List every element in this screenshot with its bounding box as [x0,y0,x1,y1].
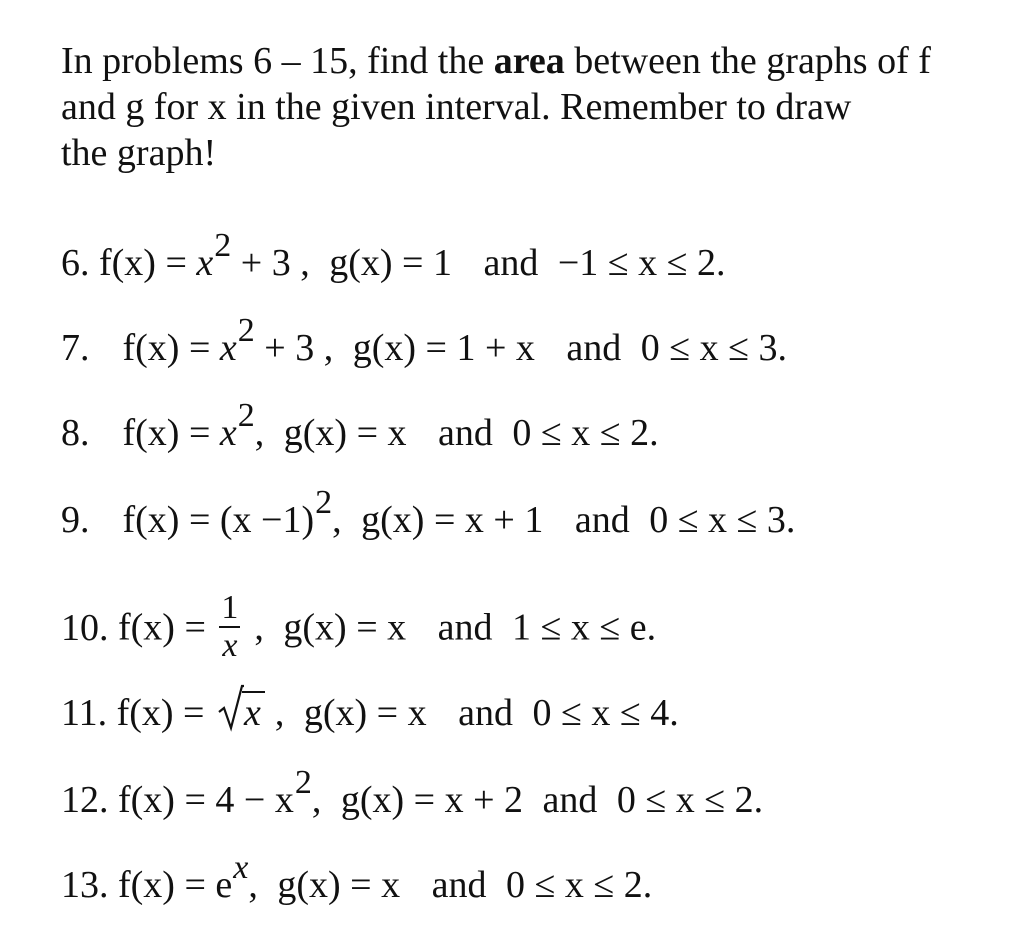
and-word: and [458,692,513,734]
problem-11 [61,690,679,736]
problem-number: 7. [61,327,90,369]
g-definition: g(x) = x [283,606,407,649]
f-exponent: 2 [214,227,232,264]
f-exponent: 2 [294,764,312,801]
f-prefix: f(x) = [118,864,206,906]
problem-number: 6. [61,242,90,284]
g-definition: g(x) = 1 [329,242,452,284]
interval: 0 ≤ x ≤ 3. [640,327,787,369]
problem-7 [61,312,787,373]
f-exponent: 2 [315,484,333,521]
problem-13 [61,849,653,910]
f-rest: + 3 , [231,242,310,284]
f-prefix: f(x) = [118,606,206,649]
and-word: and [437,606,493,649]
interval: 0 ≤ x ≤ 2. [506,864,653,906]
instructions-line-2: and g for x in the given interval. Remember to draw [61,86,852,128]
f-rest: , [311,779,322,821]
g-definition: g(x) = 1 + x [352,327,535,369]
f-base: x [196,242,214,284]
problem-number: 9. [61,499,90,541]
f-rest: , [248,864,258,906]
interval: 0 ≤ x ≤ 2. [512,412,659,454]
f-prefix: f(x) = [122,327,211,369]
problem-8 [61,397,659,458]
interval: −1 ≤ x ≤ 2. [557,242,726,284]
f-rest: , [254,412,265,454]
g-definition: g(x) = x [277,864,401,906]
f-base: x [219,327,237,369]
f-base: e [215,864,233,906]
problem-9 [61,484,796,545]
f-exponent: x [233,849,249,886]
and-word: and [574,499,630,541]
instructions [61,38,1001,176]
interval: 0 ≤ x ≤ 3. [649,499,796,541]
and-word: and [566,327,622,369]
radical-sign-icon [218,684,244,732]
area-emphasis: area [493,40,565,82]
f-rest: , [254,606,264,649]
f-base: x [219,412,237,454]
fraction [219,590,240,664]
and-word: and [483,242,539,284]
square-root [218,690,265,736]
problem-number: 10. [61,606,109,649]
f-prefix: f(x) = [122,499,211,541]
problem-6 [61,227,726,288]
and-word: and [431,864,487,906]
g-definition: g(x) = x + 1 [361,499,544,541]
instructions-line-1: In problems 6 – 15, find the area between the graphs of f [61,40,931,82]
problem-10 [61,589,657,668]
problem-number: 13. [61,864,109,906]
interval: 0 ≤ x ≤ 2. [616,779,764,821]
f-exponent: 2 [237,312,255,349]
f-prefix: f(x) = [118,779,206,821]
and-word: and [542,779,598,821]
g-definition: g(x) = x [283,412,407,454]
f-base: (x −1) [219,499,315,541]
and-word: and [438,412,493,454]
radicand: x [242,691,265,733]
f-rest: , [332,499,342,541]
g-definition: g(x) = x [303,692,427,734]
f-rest: + 3 , [254,327,334,369]
problem-12 [61,764,764,825]
instructions-line-3: the graph! [61,132,217,174]
problem-number: 12. [61,779,109,821]
g-definition: g(x) = x + 2 [340,779,524,821]
f-prefix: f(x) = [116,692,205,734]
problem-number: 11. [61,692,108,734]
f-base: 4 − x [215,779,294,821]
f-rest: , [274,692,285,734]
fraction-numerator: 1 [221,589,239,626]
problem-number: 8. [61,412,90,454]
f-prefix: f(x) = [99,242,187,284]
interval: 0 ≤ x ≤ 4. [532,692,679,734]
f-exponent: 2 [237,397,255,434]
f-prefix: f(x) = [122,412,211,454]
interval: 1 ≤ x ≤ e. [512,606,657,649]
fraction-denominator: x [222,627,238,664]
